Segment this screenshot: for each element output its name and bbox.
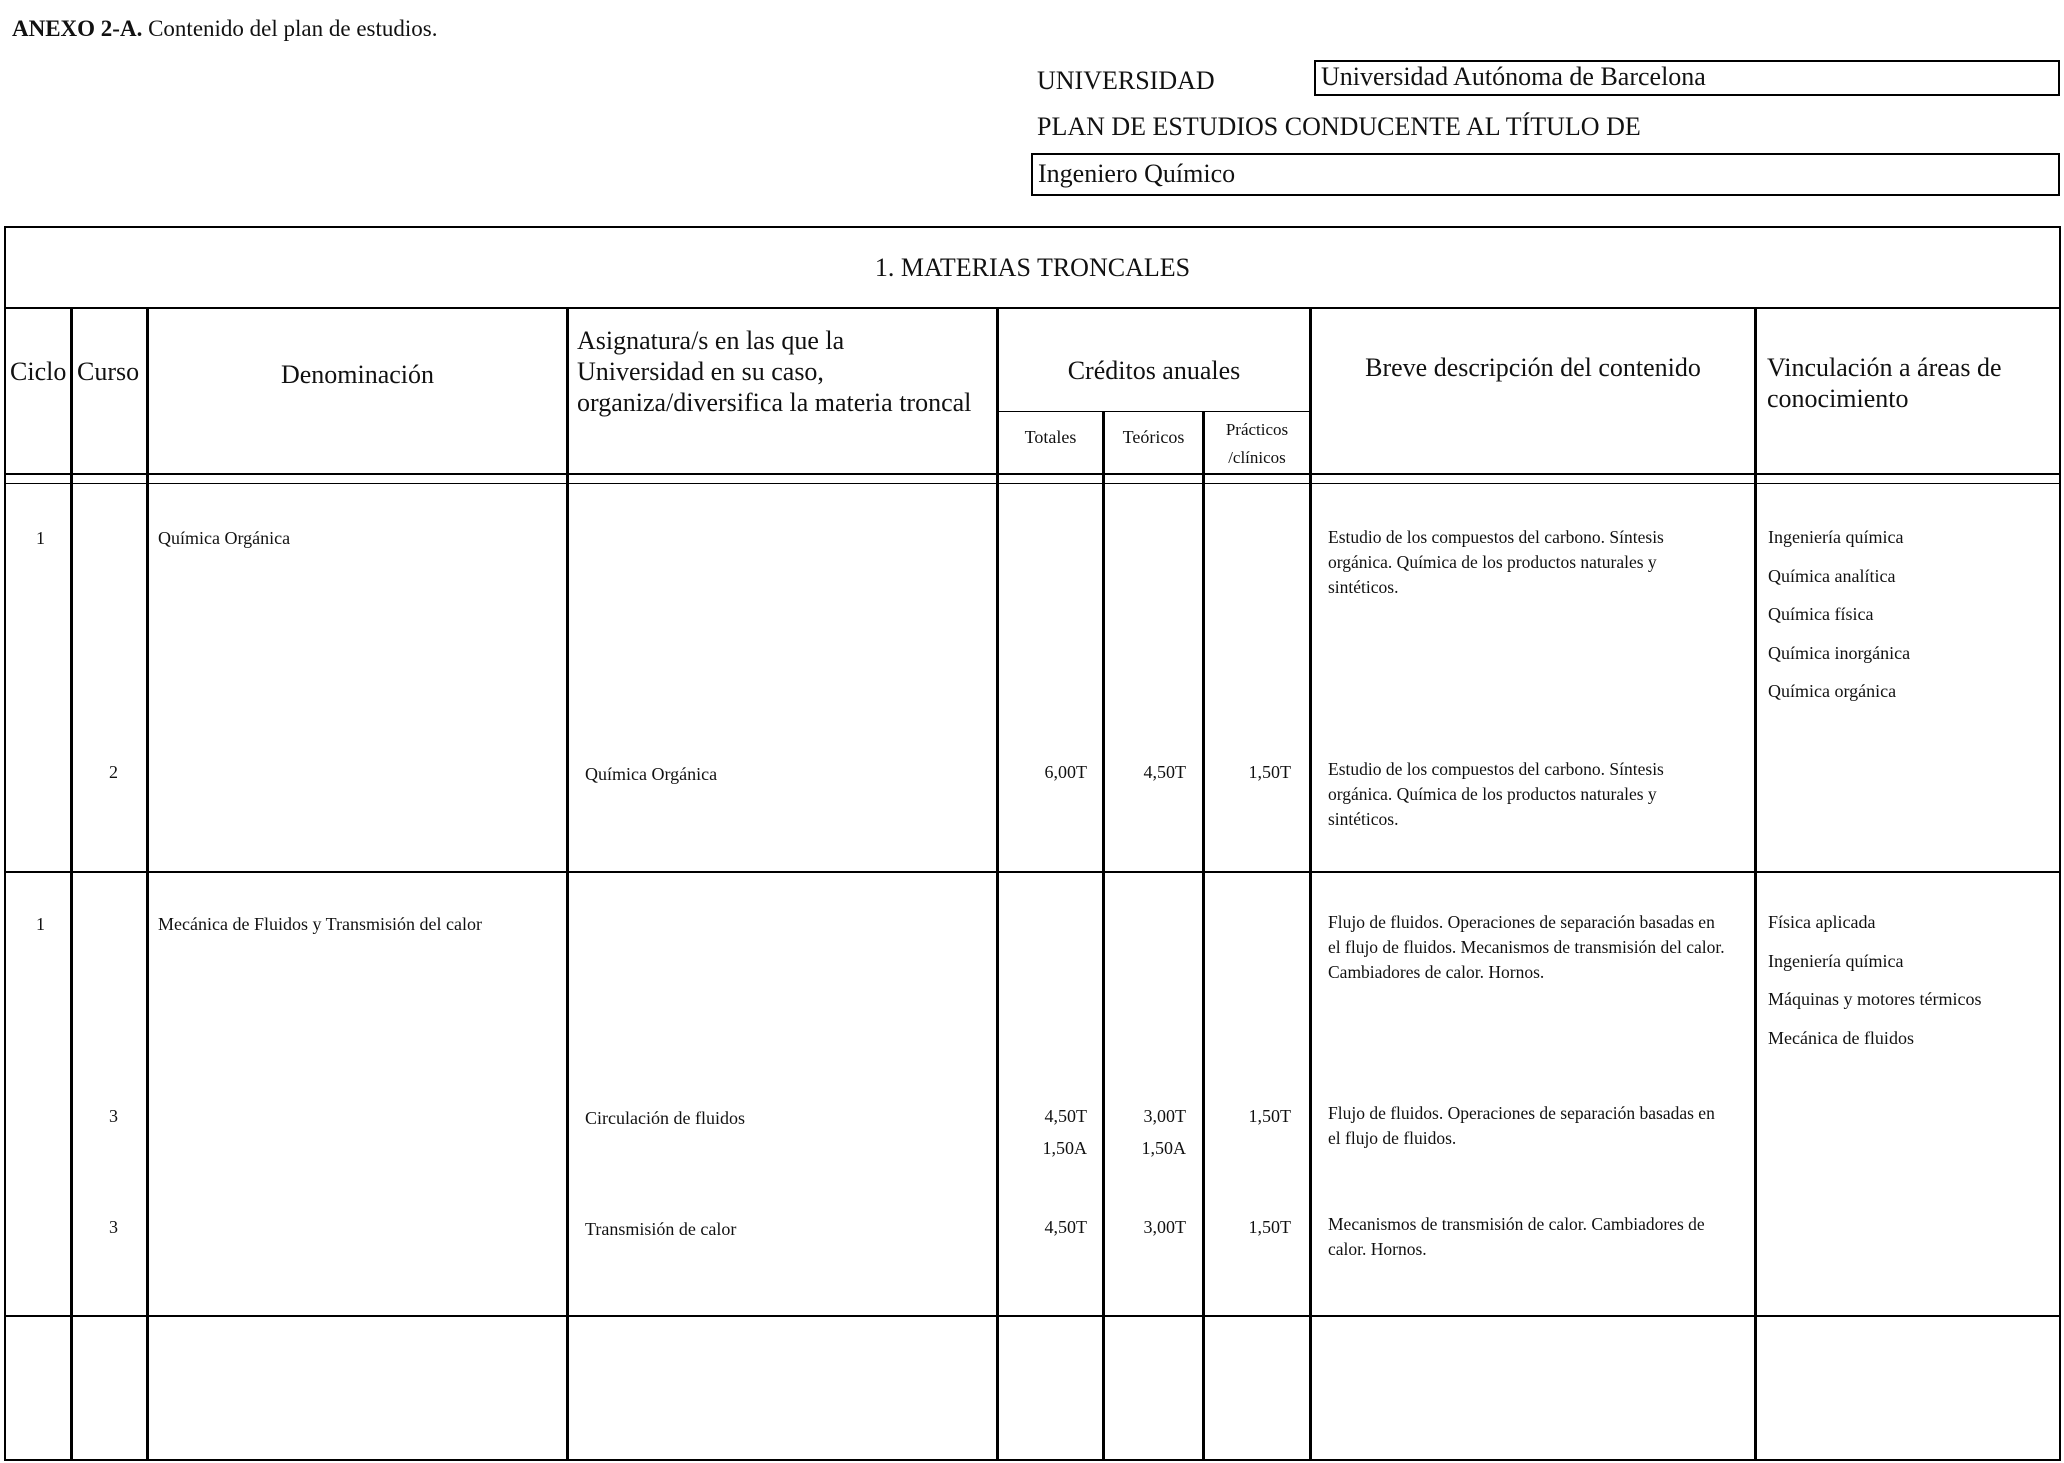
col-divider — [146, 307, 149, 1461]
plan-label: PLAN DE ESTUDIOS CONDUCENTE AL TÍTULO DE — [1037, 112, 1641, 141]
asignatura-nombre: Transmisión de calor — [585, 1219, 737, 1239]
area-item: Mecánica de fluidos — [1768, 1027, 1914, 1048]
materia-denominacion: Química Orgánica — [158, 528, 291, 548]
header-teoricos: Teóricos — [1122, 427, 1185, 447]
row-divider — [6, 1315, 2059, 1317]
header-totales: Totales — [1024, 427, 1077, 447]
area-list — [1768, 903, 1981, 1057]
header-divider — [6, 473, 2059, 475]
materia-ciclo: 1 — [36, 914, 45, 934]
universidad-field: Universidad Autónoma de Barcelona — [1314, 60, 2060, 96]
asignatura-descripcion: Mecanismos de transmisión de calor. Cambiadores de calor. Hornos. — [1328, 1214, 1705, 1259]
header-curso: Curso — [77, 357, 140, 386]
asignatura-teoricos: 4,50T — [1143, 762, 1186, 782]
annex-heading — [12, 16, 437, 42]
asignatura-descripcion: Flujo de fluidos. Operaciones de separación basadas en el flujo de fluidos. — [1328, 1103, 1715, 1148]
materia-descripcion: Flujo de fluidos. Operaciones de separación basadas en el flujo de fluidos. Mecanismos de transmisión del calor. Cambiadores de calor. Hornos. — [1328, 912, 1725, 982]
asignatura-curso: 3 — [109, 1106, 118, 1126]
header-denominacion: Denominación — [280, 360, 435, 389]
asignatura-curso: 3 — [109, 1217, 118, 1237]
asignatura-practicos: 1,50T — [1248, 1106, 1291, 1126]
materia-ciclo: 1 — [36, 528, 45, 548]
header-descripcion: Breve descripción del contenido — [1365, 353, 1701, 382]
materias-table — [4, 226, 2061, 1461]
header-asignaturas: Asignatura/s en las que la Universidad en su caso, organiza/diversifica la materia troncal — [577, 326, 972, 417]
asignatura-totales: 6,00T — [1044, 762, 1087, 782]
col-divider — [566, 307, 569, 1461]
asignatura-nombre: Circulación de fluidos — [585, 1108, 745, 1128]
materia-denominacion: Mecánica de Fluidos y Transmisión del calor — [158, 914, 482, 934]
header-ciclo: Ciclo — [10, 357, 67, 386]
asignatura-teoricos-a: 1,50A — [1141, 1138, 1186, 1158]
asignatura-descripcion: Estudio de los compuestos del carbono. Síntesis orgánica. Química de los productos naturales y sintéticos. — [1328, 759, 1664, 829]
asignatura-practicos: 1,50T — [1248, 1217, 1291, 1237]
area-item: Química física — [1768, 604, 1874, 624]
asignatura-nombre: Química Orgánica — [585, 764, 718, 784]
title-divider — [6, 307, 2059, 309]
creditos-divider — [996, 411, 1309, 412]
col-divider — [70, 307, 73, 1461]
asignatura-totales-a: 1,50A — [1042, 1138, 1087, 1158]
header-practicos: Prácticos /clínicos — [1225, 420, 1289, 467]
area-item: Máquinas y motores térmicos — [1768, 989, 1982, 1009]
titulo-field: Ingeniero Químico — [1031, 153, 2060, 196]
asignatura-totales: 4,50T — [1044, 1217, 1087, 1237]
materia-descripcion: Estudio de los compuestos del carbono. Síntesis orgánica. Química de los productos naturales y sintéticos. — [1328, 527, 1664, 597]
asignatura-teoricos: 3,00T — [1143, 1106, 1186, 1126]
area-item: Física aplicada — [1768, 912, 1876, 932]
col-divider — [1754, 307, 1757, 1461]
header-divider-2 — [6, 483, 2059, 484]
area-item: Ingeniería química — [1768, 527, 1904, 547]
col-divider — [1202, 411, 1205, 1461]
header-vinculacion: Vinculación a áreas de conocimiento — [1767, 353, 2002, 413]
area-item: Química analítica — [1768, 565, 1896, 586]
asignatura-totales: 4,50T — [1044, 1106, 1087, 1126]
area-item: Química orgánica — [1768, 681, 1897, 701]
area-list — [1768, 518, 1910, 711]
annex-text: Contenido del plan de estudios. — [148, 16, 438, 41]
asignatura-practicos: 1,50T — [1248, 762, 1291, 782]
area-item: Ingeniería química — [1768, 950, 1904, 971]
col-divider — [1309, 307, 1312, 1461]
header-creditos: Créditos anuales — [1067, 356, 1241, 385]
universidad-label: UNIVERSIDAD — [1037, 66, 1215, 95]
row-divider — [6, 871, 2059, 873]
annex-label: ANEXO 2-A. — [12, 16, 143, 41]
col-divider — [1102, 411, 1105, 1461]
col-divider — [996, 307, 999, 1461]
area-item: Química inorgánica — [1768, 642, 1911, 663]
asignatura-teoricos: 3,00T — [1143, 1217, 1186, 1237]
asignatura-curso: 2 — [109, 762, 118, 782]
section-title: 1. MATERIAS TRONCALES — [874, 253, 1191, 282]
